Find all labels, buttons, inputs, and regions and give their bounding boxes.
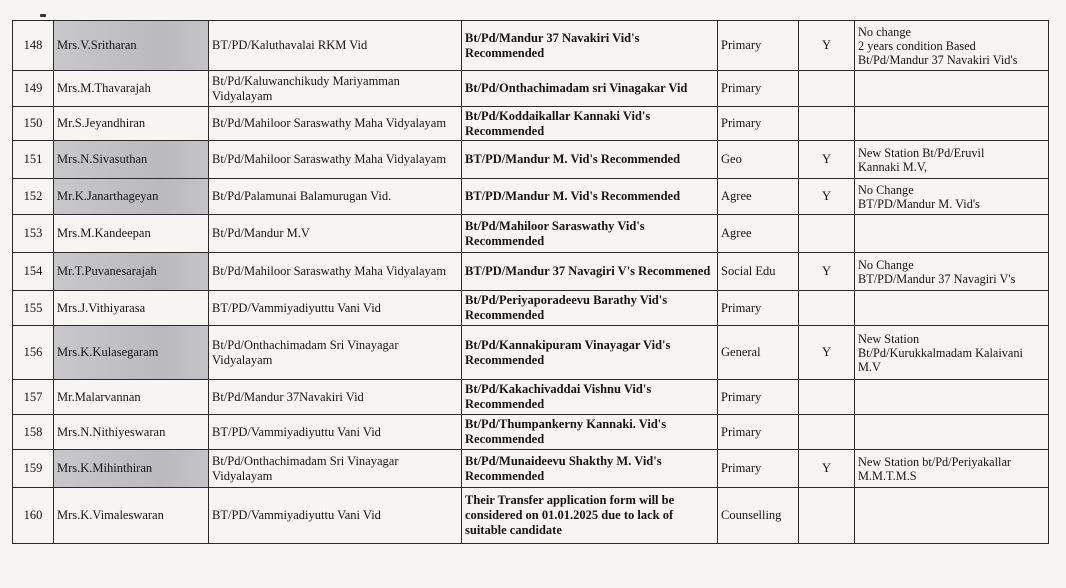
table-row	[13, 415, 1049, 450]
current-school-cell: BT/PD/Kaluthavalai RKM Vid	[209, 21, 462, 71]
approval-flag-cell	[799, 71, 855, 107]
row-number-cell: 154	[13, 253, 54, 291]
remarks-cell: No change 2 years condition Based Bt/Pd/Mandur 37 Navakiri Vid's	[855, 21, 1049, 71]
row-number-cell: 160	[13, 488, 54, 544]
subject-cell: Primary	[718, 415, 799, 450]
recommended-school-cell: Bt/Pd/Kannakipuram Vinayagar Vid's Recommended	[462, 326, 718, 380]
current-school-cell: Bt/Pd/Mandur M.V	[209, 215, 462, 253]
remarks-cell	[855, 380, 1049, 415]
teacher-name-cell: Mrs.M.Thavarajah	[54, 71, 209, 107]
approval-flag-cell	[799, 107, 855, 141]
recommended-school-cell: BT/PD/Mandur M. Vid's Recommended	[462, 179, 718, 215]
recommended-school-cell: BT/PD/Mandur 37 Navagiri V's Recommened	[462, 253, 718, 291]
teacher-name-cell: Mr.K.Janarthageyan	[54, 179, 209, 215]
teacher-name-cell: Mrs.K.Kulasegaram	[54, 326, 209, 380]
subject-cell: General	[718, 326, 799, 380]
teacher-name-cell: Mrs.K.Vimaleswaran	[54, 488, 209, 544]
approval-flag-cell: Y	[799, 253, 855, 291]
approval-flag-cell	[799, 291, 855, 326]
teacher-name-cell: Mrs.N.Nithiyeswaran	[54, 415, 209, 450]
subject-cell: Social Edu	[718, 253, 799, 291]
current-school-cell: BT/PD/Vammiyadiyuttu Vani Vid	[209, 291, 462, 326]
row-number-cell: 158	[13, 415, 54, 450]
remarks-cell	[855, 291, 1049, 326]
teacher-name-cell: Mr.Malarvannan	[54, 380, 209, 415]
current-school-cell: Bt/Pd/Mahiloor Saraswathy Maha Vidyalayam	[209, 141, 462, 179]
current-school-cell: Bt/Pd/Palamunai Balamurugan Vid.	[209, 179, 462, 215]
table-row	[13, 107, 1049, 141]
subject-cell: Agree	[718, 179, 799, 215]
approval-flag-cell: Y	[799, 326, 855, 380]
current-school-cell: BT/PD/Vammiyadiyuttu Vani Vid	[209, 415, 462, 450]
approval-flag-cell: Y	[799, 450, 855, 488]
teacher-name-cell: Mrs.V.Sritharan	[54, 21, 209, 71]
approval-flag-cell	[799, 488, 855, 544]
subject-cell: Primary	[718, 450, 799, 488]
teacher-name-cell: Mrs.M.Kandeepan	[54, 215, 209, 253]
remarks-cell: New Station Bt/Pd/Kurukkalmadam Kalaivani M.V	[855, 326, 1049, 380]
table-body	[13, 21, 1049, 544]
subject-cell: Geo	[718, 141, 799, 179]
row-number-cell: 155	[13, 291, 54, 326]
current-school-cell: Bt/Pd/Kaluwanchikudy Mariyamman Vidyalayam	[209, 71, 462, 107]
subject-cell: Counselling	[718, 488, 799, 544]
approval-flag-cell: Y	[799, 179, 855, 215]
row-number-cell: 153	[13, 215, 54, 253]
recommended-school-cell: Bt/Pd/Mahiloor Saraswathy Vid's Recommended	[462, 215, 718, 253]
subject-cell: Primary	[718, 21, 799, 71]
table-row	[13, 21, 1049, 71]
remarks-cell: No Change BT/PD/Mandur 37 Navagiri V's	[855, 253, 1049, 291]
row-number-cell: 156	[13, 326, 54, 380]
recommended-school-cell: Bt/Pd/Onthachimadam sri Vinagakar Vid	[462, 71, 718, 107]
row-number-cell: 157	[13, 380, 54, 415]
table-row	[13, 179, 1049, 215]
table-row	[13, 291, 1049, 326]
teacher-name-cell: Mr.T.Puvanesarajah	[54, 253, 209, 291]
row-number-cell: 149	[13, 71, 54, 107]
approval-flag-cell: Y	[799, 21, 855, 71]
transfer-table	[12, 20, 1049, 544]
current-school-cell: Bt/Pd/Mandur 37Navakiri Vid	[209, 380, 462, 415]
approval-flag-cell	[799, 215, 855, 253]
table-row	[13, 488, 1049, 544]
current-school-cell: Bt/Pd/Onthachimadam Sri Vinayagar Vidyalayam	[209, 326, 462, 380]
recommended-school-cell: Bt/Pd/Munaideevu Shakthy M. Vid's Recommended	[462, 450, 718, 488]
remarks-cell	[855, 488, 1049, 544]
remarks-cell: No Change BT/PD/Mandur M. Vid's	[855, 179, 1049, 215]
remarks-cell: New Station Bt/Pd/Eruvil Kannaki M.V,	[855, 141, 1049, 179]
remarks-cell	[855, 215, 1049, 253]
scan-mark	[40, 14, 46, 17]
recommended-school-cell: Bt/Pd/Mandur 37 Navakiri Vid's Recommended	[462, 21, 718, 71]
subject-cell: Primary	[718, 380, 799, 415]
subject-cell: Primary	[718, 291, 799, 326]
recommended-school-cell: Bt/Pd/Periyaporadeevu Barathy Vid's Recommended	[462, 291, 718, 326]
current-school-cell: Bt/Pd/Mahiloor Saraswathy Maha Vidyalayam	[209, 253, 462, 291]
table-row	[13, 215, 1049, 253]
teacher-name-cell: Mrs.N.Sivasuthan	[54, 141, 209, 179]
table-row	[13, 380, 1049, 415]
remarks-cell	[855, 107, 1049, 141]
teacher-name-cell: Mr.S.Jeyandhiran	[54, 107, 209, 141]
subject-cell: Primary	[718, 71, 799, 107]
remarks-cell	[855, 415, 1049, 450]
teacher-name-cell: Mrs.K.Mihinthiran	[54, 450, 209, 488]
recommended-school-cell: Bt/Pd/Koddaikallar Kannaki Vid's Recommended	[462, 107, 718, 141]
row-number-cell: 150	[13, 107, 54, 141]
remarks-cell	[855, 71, 1049, 107]
recommended-school-cell: Bt/Pd/Kakachivaddai Vishnu Vid's Recommended	[462, 380, 718, 415]
row-number-cell: 151	[13, 141, 54, 179]
recommended-school-cell: Their Transfer application form will be considered on 01.01.2025 due to lack of suitable candidate	[462, 488, 718, 544]
row-number-cell: 159	[13, 450, 54, 488]
teacher-name-cell: Mrs.J.Vithiyarasa	[54, 291, 209, 326]
approval-flag-cell	[799, 380, 855, 415]
current-school-cell: Bt/Pd/Mahiloor Saraswathy Maha Vidyalayam	[209, 107, 462, 141]
table-row	[13, 71, 1049, 107]
table-row	[13, 141, 1049, 179]
row-number-cell: 148	[13, 21, 54, 71]
approval-flag-cell: Y	[799, 141, 855, 179]
current-school-cell: Bt/Pd/Onthachimadam Sri Vinayagar Vidyalayam	[209, 450, 462, 488]
recommended-school-cell: Bt/Pd/Thumpankerny Kannaki. Vid's Recommended	[462, 415, 718, 450]
subject-cell: Primary	[718, 107, 799, 141]
row-number-cell: 152	[13, 179, 54, 215]
current-school-cell: BT/PD/Vammiyadiyuttu Vani Vid	[209, 488, 462, 544]
recommended-school-cell: BT/PD/Mandur M. Vid's Recommended	[462, 141, 718, 179]
subject-cell: Agree	[718, 215, 799, 253]
table-row	[13, 253, 1049, 291]
table-row	[13, 450, 1049, 488]
table-row	[13, 326, 1049, 380]
approval-flag-cell	[799, 415, 855, 450]
remarks-cell: New Station bt/Pd/Periyakallar M.M.T.M.S	[855, 450, 1049, 488]
